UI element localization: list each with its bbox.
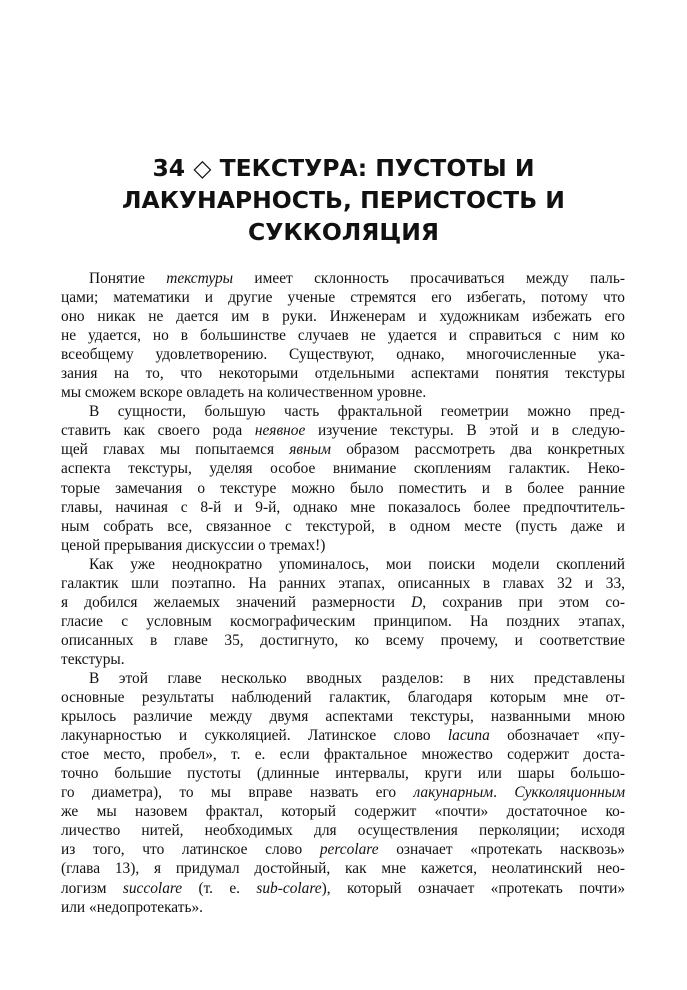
text-run: стое место, пробел», т. е. если фрактальное множество содержит доста- bbox=[61, 746, 625, 764]
text-line bbox=[61, 859, 625, 878]
italic-term: succolare bbox=[122, 879, 183, 897]
text-run: ), который означает «протекать почти» bbox=[321, 879, 626, 897]
text-run: главы, начиная с 8-й и 9-й, однако мне показалось более предпочтитель- bbox=[61, 498, 625, 516]
text-run: лакунарностью и сукколяцией. Латинское слово bbox=[61, 727, 448, 745]
text-line bbox=[61, 879, 625, 898]
text-run: . bbox=[493, 784, 515, 802]
text-run: ным собрать все, связанное с текстурой, в одном месте (пусть даже и bbox=[61, 517, 625, 535]
text-run: ценой прерывания дискуссии о тремах!) bbox=[61, 536, 326, 554]
text-run: же мы назовем фрактал, который содержит «почти» достаточное ко- bbox=[61, 803, 625, 821]
text-run: Понятие bbox=[89, 270, 167, 287]
italic-term: lacuna bbox=[447, 727, 490, 745]
text-run: основные результаты наблюдений галактик, благодаря которым мне от- bbox=[61, 689, 625, 707]
italic-term: явным bbox=[289, 441, 331, 459]
italic-term: sub-colare bbox=[256, 879, 322, 897]
text-line bbox=[61, 345, 625, 364]
text-run: (глава 13), я придумал достойный, как мне кажется, неолатинский нео- bbox=[61, 860, 625, 878]
italic-term: percolare bbox=[319, 841, 379, 859]
text-run: описанных в главе 35, достигнуто, ко всему прочему, и соответствие bbox=[61, 631, 625, 649]
text-run: щей главах мы попытаемся bbox=[61, 441, 290, 459]
text-run: из того, что латинское слово bbox=[61, 841, 320, 859]
chapter-number: 34 bbox=[152, 153, 186, 182]
text-line bbox=[61, 669, 625, 688]
text-run: я добился желаемых значений размерности bbox=[61, 593, 412, 611]
text-run: (т. е. bbox=[182, 879, 257, 897]
text-run: аспекта текстуры, уделяя особое внимание скоплениям галактик. Неко- bbox=[61, 460, 625, 478]
text-line bbox=[61, 631, 625, 650]
text-run: личество нитей, необходимых для осуществления перколяции; исходя bbox=[61, 822, 625, 840]
text-run: зания на то, что некоторыми отдельными аспектами понятия текстуры bbox=[61, 365, 625, 383]
text-run: имеет склонность просачиваться между паль- bbox=[233, 270, 625, 287]
italic-term: D bbox=[411, 593, 423, 611]
text-line bbox=[61, 821, 625, 840]
text-run: галактик шли поэтапно. На ранних этапах, описанных в главах 32 и 33, bbox=[61, 574, 625, 592]
text-run: не удается, но в большинстве случаев не удается и справиться с ним ко bbox=[61, 327, 625, 345]
text-line bbox=[61, 726, 625, 745]
text-run: В сущности, большую часть фрактальной геометрии можно пред- bbox=[89, 403, 625, 421]
text-run: торые замечания о текстуре можно было поместить и в более ранние bbox=[61, 479, 625, 497]
text-line bbox=[61, 421, 625, 440]
text-line bbox=[61, 517, 625, 536]
text-line bbox=[61, 364, 625, 383]
text-line bbox=[61, 326, 625, 345]
text-line bbox=[61, 802, 625, 821]
chapter-title-text-1: ТЕКСТУРА: ПУСТОТЫ И bbox=[219, 153, 535, 182]
text-run: цами; математики и другие ученые стремятся его избегать, потому что bbox=[61, 289, 625, 307]
text-line bbox=[61, 440, 625, 459]
text-run: Как уже неоднократно упоминалось, мои поиски модели скоплений bbox=[89, 555, 625, 573]
diamond-separator-icon: ◇ bbox=[193, 153, 212, 182]
text-run: ставить как своего рода bbox=[61, 422, 255, 440]
text-line bbox=[61, 555, 625, 574]
text-line bbox=[61, 269, 625, 288]
text-line bbox=[61, 383, 625, 402]
text-run: , сохранив при этом со- bbox=[422, 593, 625, 611]
italic-term: Сукколяционным bbox=[514, 784, 626, 802]
text-run: В этой главе несколько вводных разделов: в них представлены bbox=[89, 669, 625, 687]
text-line bbox=[61, 707, 625, 726]
chapter-title-line-1 bbox=[60, 152, 627, 184]
text-run: всеобщему удовлетворению. Существуют, однако, многочисленные ука- bbox=[61, 346, 625, 364]
text-line bbox=[61, 574, 625, 593]
text-line bbox=[61, 536, 625, 555]
text-run: изучение текстуры. В этой и в следую- bbox=[305, 422, 625, 440]
text-run: крылось различие между двумя аспектами текстуры, названными мною bbox=[61, 708, 625, 726]
text-line bbox=[61, 898, 625, 917]
text-line bbox=[61, 307, 625, 326]
text-line bbox=[61, 612, 625, 631]
text-line bbox=[61, 688, 625, 707]
text-line bbox=[61, 288, 625, 307]
text-run: го диаметра), то мы вправе назвать его bbox=[61, 784, 414, 802]
text-line bbox=[61, 840, 625, 859]
text-line bbox=[61, 650, 625, 669]
text-line bbox=[61, 783, 625, 802]
text-line bbox=[61, 498, 625, 517]
italic-term: текстуры bbox=[166, 270, 234, 287]
text-run: оно никак не дается им в руки. Инженерам и художникам избежать его bbox=[61, 308, 625, 326]
text-line bbox=[61, 593, 625, 612]
text-line bbox=[61, 402, 625, 421]
text-run: образом рассмотреть два конкретных bbox=[330, 441, 625, 459]
italic-term: неявное bbox=[254, 422, 306, 440]
text-line bbox=[61, 459, 625, 478]
text-run: логизм bbox=[61, 879, 123, 897]
text-line bbox=[61, 479, 625, 498]
chapter-title bbox=[60, 152, 627, 248]
chapter-title-line-3: СУККОЛЯЦИЯ bbox=[248, 217, 439, 246]
text-run: или «недопротекать». bbox=[61, 898, 204, 916]
text-run: текстуры. bbox=[61, 650, 125, 668]
text-line bbox=[61, 764, 625, 783]
chapter-body-text bbox=[61, 269, 625, 917]
chapter-title-line-2: ЛАКУНАРНОСТЬ, ПЕРИСТОСТЬ И bbox=[122, 185, 565, 214]
text-line bbox=[61, 745, 625, 764]
text-run: гласие с условным космографическим принципом. На поздних этапах, bbox=[61, 612, 625, 630]
text-run: обозначает «пу- bbox=[489, 727, 625, 745]
text-run: мы сможем вскоре овладеть на количественном уровне. bbox=[61, 384, 427, 402]
text-run: означает «протекать насквозь» bbox=[378, 841, 625, 859]
text-run: точно большие пустоты (длинные интервалы, круги или шары большо- bbox=[61, 765, 625, 783]
italic-term: лакунарным bbox=[413, 784, 494, 802]
